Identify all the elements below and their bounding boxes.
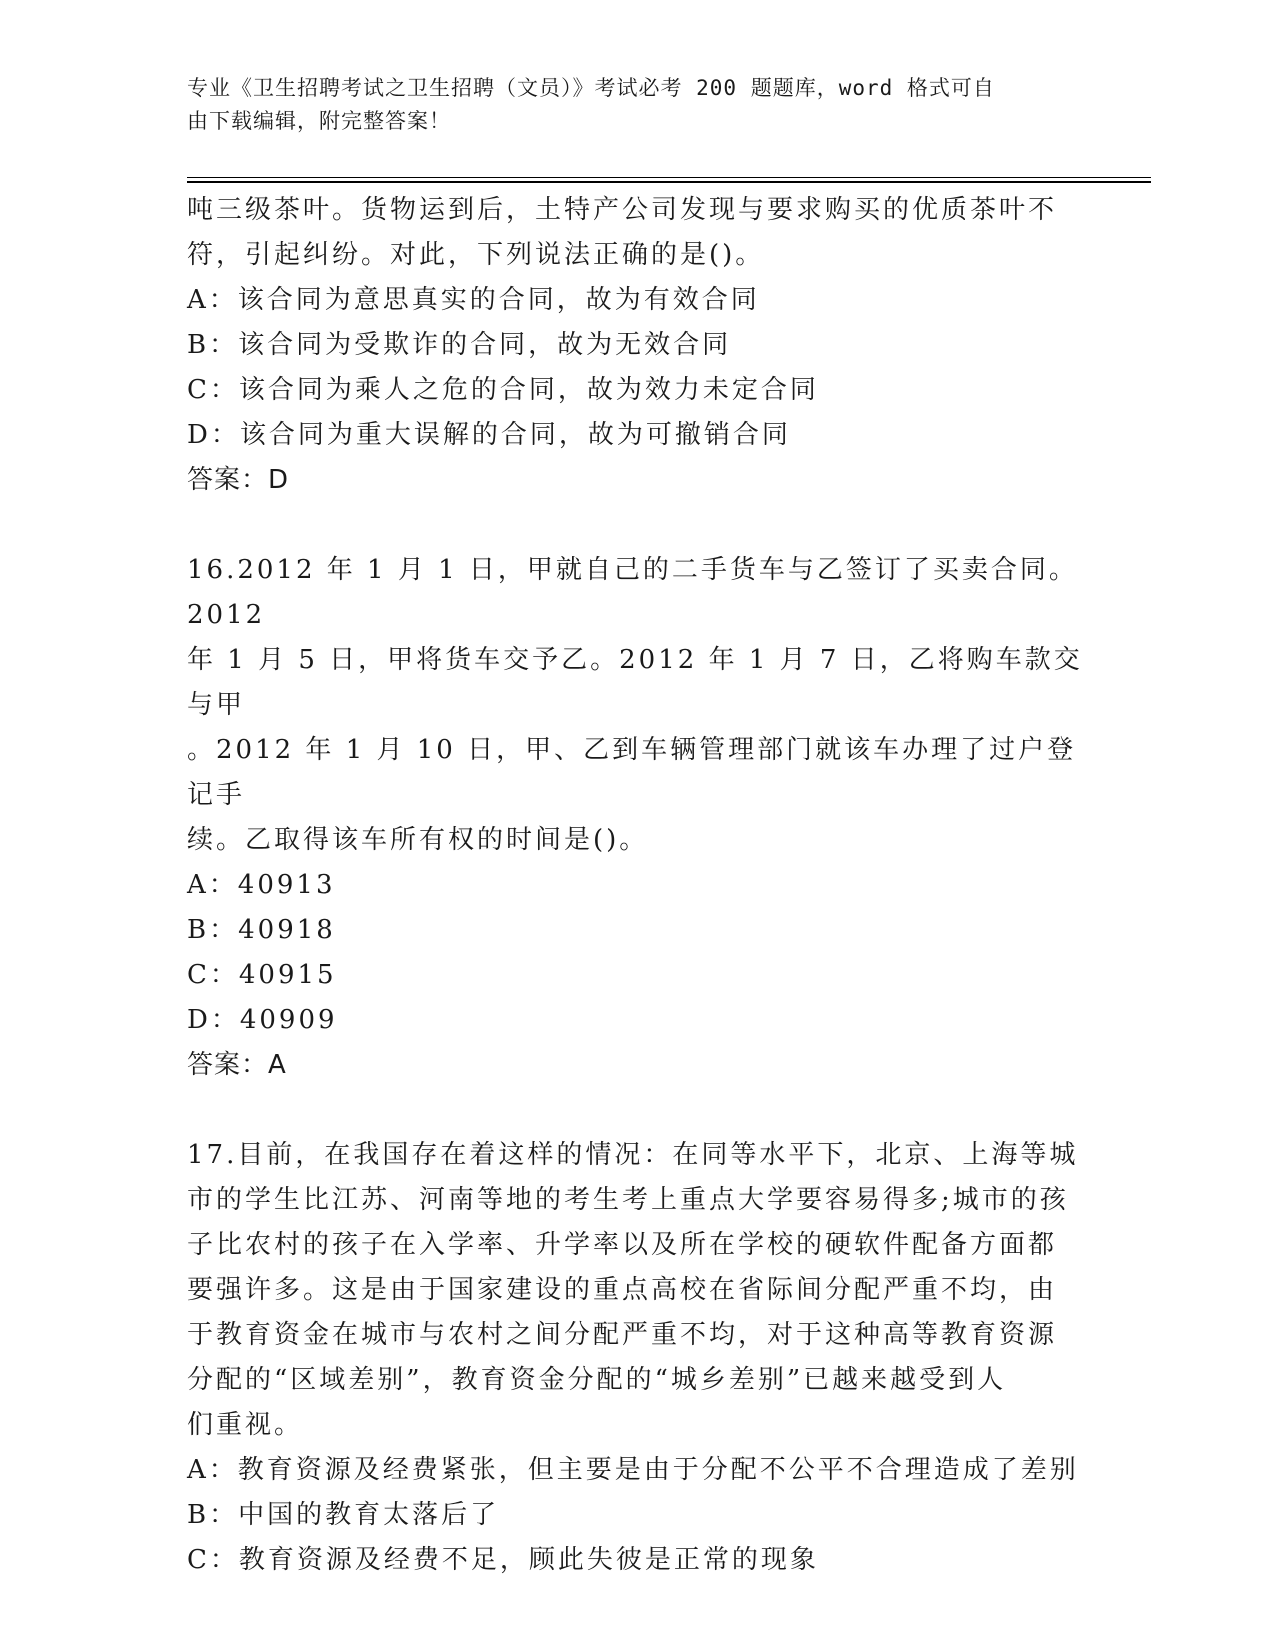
question-spacer <box>187 503 1087 548</box>
question-stem-line: 们重视。 <box>187 1410 304 1440</box>
answer-line: 答案：A <box>187 1050 287 1080</box>
answer-line: 答案：D <box>187 465 290 495</box>
question-17 <box>187 1133 1087 1583</box>
header-line-2: 由下载编辑，附完整答案！ <box>187 109 451 133</box>
question-stem-line: 要强许多。这是由于国家建设的重点高校在省际间分配严重不均，由 <box>187 1275 1058 1305</box>
option-b: B：40918 <box>187 915 336 945</box>
option-d: D：40909 <box>187 1005 338 1035</box>
document-body <box>187 188 1087 1583</box>
question-stem-line: 17.目前，在我国存在着这样的情况：在同等水平下，北京、上海等城 <box>187 1140 1079 1170</box>
header-divider-thin <box>187 177 1151 178</box>
question-stem-line: 。2012 年 1 月 10 日，甲、乙到车辆管理部门就该车办理了过户登记手 <box>187 735 1077 810</box>
option-a: A：40913 <box>187 870 336 900</box>
question-stem-line: 市的学生比江苏、河南等地的考生考上重点大学要容易得多;城市的孩 <box>187 1185 1069 1215</box>
question-15 <box>187 188 1087 503</box>
question-16 <box>187 548 1087 1088</box>
question-stem-line: 吨三级茶叶。货物运到后，土特产公司发现与要求购买的优质茶叶不 <box>187 195 1058 225</box>
question-stem-line: 续。乙取得该车所有权的时间是()。 <box>187 825 649 855</box>
question-spacer <box>187 1088 1087 1133</box>
question-stem-line: 年 1 月 5 日，甲将货车交予乙。2012 年 1 月 7 日，乙将购车款交与甲 <box>187 645 1083 720</box>
option-d: D：该合同为重大误解的合同，故为可撤销合同 <box>187 420 791 450</box>
option-b: B：中国的教育太落后了 <box>187 1500 500 1530</box>
question-stem-line: 16.2012 年 1 月 1 日，甲就自己的二手货车与乙签订了买卖合同。2012 <box>187 555 1078 630</box>
question-stem-line: 分配的“区域差别”，教育资金分配的“城乡差别”已越来越受到人 <box>187 1365 1007 1395</box>
option-a: A：该合同为意思真实的合同，故为有效合同 <box>187 285 760 315</box>
header-divider-thick <box>187 181 1151 183</box>
option-c: C：该合同为乘人之危的合同，故为效力未定合同 <box>187 375 819 405</box>
option-b: B：该合同为受欺诈的合同，故为无效合同 <box>187 330 732 360</box>
option-c: C：教育资源及经费不足，顾此失彼是正常的现象 <box>187 1545 819 1575</box>
header-line-1: 专业《卫生招聘考试之卫生招聘（文员）》考试必考 200 题题库，word 格式可自 <box>187 76 995 100</box>
question-stem-line: 子比农村的孩子在入学率、升学率以及所在学校的硬软件配备方面都 <box>187 1230 1058 1260</box>
option-c: C：40915 <box>187 960 337 990</box>
question-stem-line: 符，引起纠纷。对此，下列说法正确的是()。 <box>187 240 765 270</box>
question-stem-line: 于教育资金在城市与农村之间分配严重不均，对于这种高等教育资源 <box>187 1320 1058 1350</box>
document-header <box>187 72 1067 138</box>
option-a: A：教育资源及经费紧张，但主要是由于分配不公平不合理造成了差别 <box>187 1455 1079 1485</box>
